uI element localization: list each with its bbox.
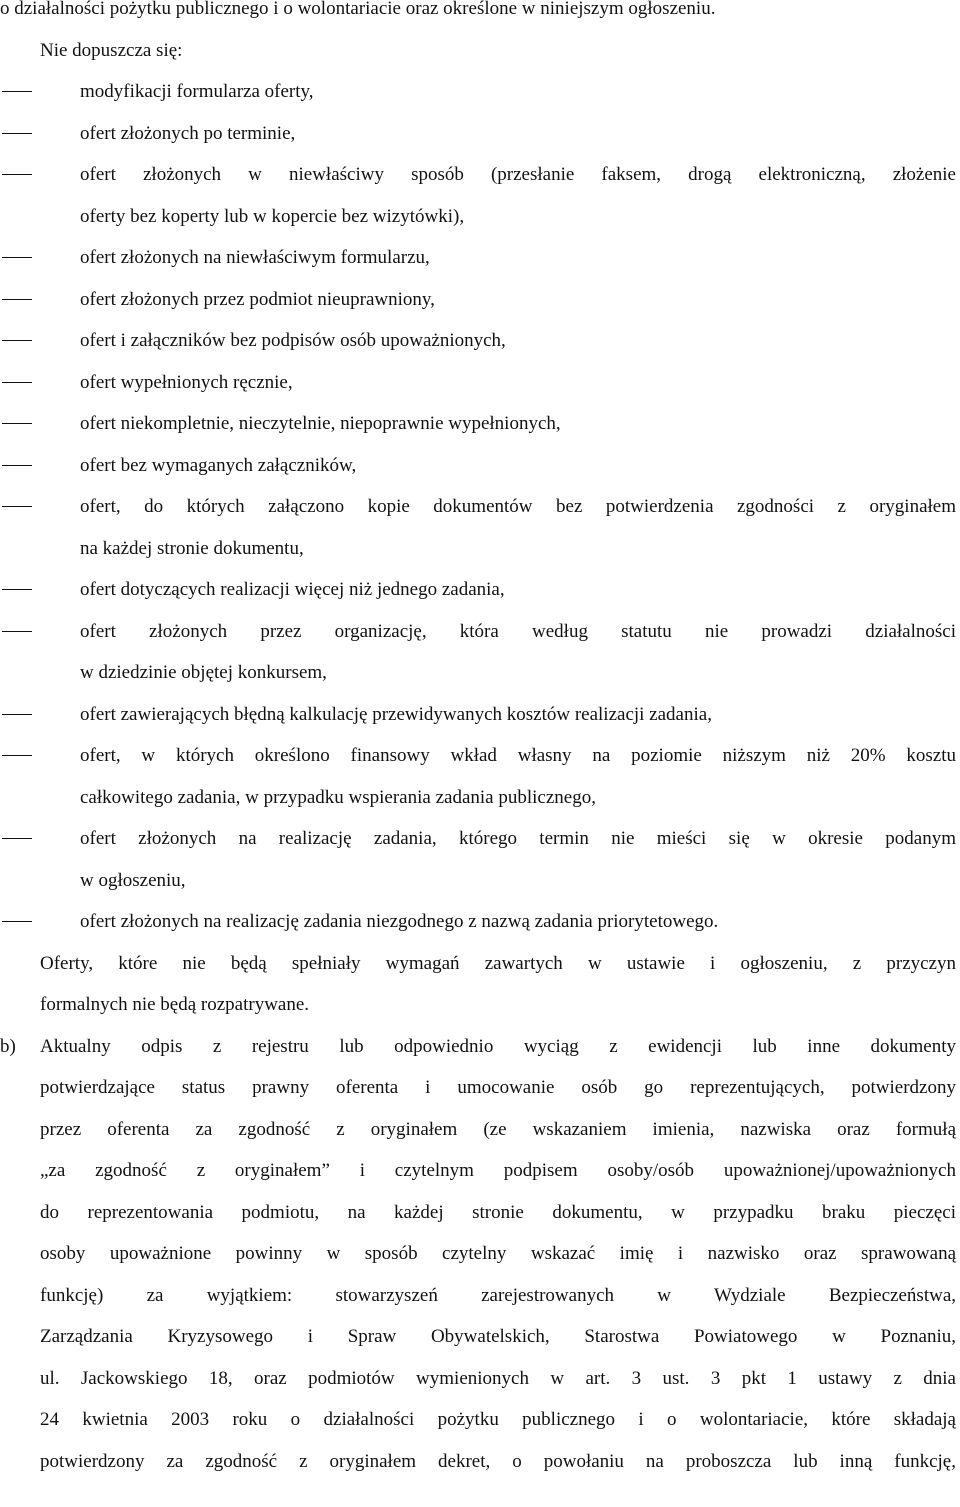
formal-note-line: Oferty, które nie będą spełniały wymagań zawartych w ustawie i ogłoszeniu, z przyczyn [40, 952, 956, 974]
dash-bullet-icon [2, 174, 32, 175]
list-item-text: ofert złożonych przez organizację, która według statutu nie prowadzi działalności [80, 620, 956, 642]
list-item-text: na każdej stronie dokumentu, [80, 537, 304, 559]
list-item [0, 486, 960, 569]
list-item [0, 445, 960, 487]
list-item [0, 611, 960, 694]
dash-bullet-icon [2, 921, 32, 922]
point-b-line: do reprezentowania podmiotu, na każdej stronie dokumentu, w przypadku braku pieczęci [40, 1201, 956, 1223]
not-allowed-heading: Nie dopuszcza się: [40, 39, 183, 61]
list-item [0, 237, 960, 279]
dash-bullet-icon [2, 506, 32, 507]
list-item-text: ofert, do których załączono kopie dokumentów bez potwierdzenia zgodności z oryginałem [80, 496, 956, 517]
dash-bullet-icon [2, 91, 32, 92]
list-item-text: ofert złożonych na realizację zadania, którego termin nie mieści się w okresie podanym [80, 828, 956, 849]
dash-bullet-icon [2, 133, 32, 134]
list-item-text: ofert złożonych przez podmiot nieuprawniony, [80, 288, 435, 310]
list-item-text: ofert złożonych w niewłaściwy sposób (przesłanie faksem, drogą elektroniczną, złożenie [80, 164, 956, 185]
list-item-text: ofert niekompletnie, nieczytelnie, niepoprawnie wypełnionych, [80, 413, 561, 434]
list-item [0, 71, 960, 113]
point-b [0, 1026, 960, 1483]
dash-bullet-icon [2, 382, 32, 383]
exclusion-list [0, 71, 960, 943]
list-item [0, 279, 960, 321]
list-item [0, 403, 960, 445]
list-item-text: całkowitego zadania, w przypadku wspierania zadania publicznego, [80, 786, 596, 808]
continuation-line: o działalności pożytku publicznego i o wolontariacie oraz określone w niniejszym ogłoszeniu. [0, 0, 716, 19]
list-item-text: w ogłoszeniu, [80, 869, 186, 891]
dash-bullet-icon [2, 299, 32, 300]
list-item-text: ofert, w których określono finansowy wkład własny na poziomie niższym niż 20% kosztu [80, 745, 956, 766]
dash-bullet-icon [2, 755, 32, 756]
list-item-text: oferty bez koperty lub w kopercie bez wizytówki), [80, 205, 465, 227]
list-item-text: ofert złożonych na realizację zadania niezgodnego z nazwą zadania priorytetowego. [80, 911, 719, 932]
list-item-text: modyfikacji formularza oferty, [80, 81, 314, 102]
list-item [0, 569, 960, 611]
dash-bullet-icon [2, 465, 32, 466]
point-b-label: b) [0, 1035, 16, 1057]
point-b-line: Zarządzania Kryzysowego i Spraw Obywatelskich, Starostwa Powiatowego w Poznaniu, [40, 1326, 956, 1347]
dash-bullet-icon [2, 423, 32, 424]
list-item [0, 154, 960, 237]
point-b-body [40, 1026, 956, 1483]
formal-note [0, 943, 960, 1026]
list-item-text: ofert dotyczących realizacji więcej niż jednego zadania, [80, 579, 505, 600]
point-b-line: funkcję) za wyjątkiem: stowarzyszeń zarejestrowanych w Wydziale Bezpieczeństwa, [40, 1284, 956, 1306]
dash-bullet-icon [2, 631, 32, 632]
list-item [0, 818, 960, 901]
dash-bullet-icon [2, 714, 32, 715]
point-b-line: Aktualny odpis z rejestru lub odpowiednio wyciąg z ewidencji lub inne dokumenty [40, 1035, 956, 1057]
list-item [0, 735, 960, 818]
point-b-line: ul. Jackowskiego 18, oraz podmiotów wymienionych w art. 3 ust. 3 pkt 1 ustawy z dnia [40, 1367, 956, 1389]
list-item-text: ofert wypełnionych ręcznie, [80, 371, 293, 393]
dash-bullet-icon [2, 838, 32, 839]
list-item-text: ofert bez wymaganych załączników, [80, 454, 357, 476]
list-item [0, 694, 960, 736]
dash-bullet-icon [2, 589, 32, 590]
list-item-text: w dziedzinie objętej konkursem, [80, 662, 327, 683]
point-b-line: „za zgodność z oryginałem” i czytelnym podpisem osoby/osób upoważnionej/upoważnionych [40, 1160, 956, 1181]
point-b-line: potwierdzające status prawny oferenta i umocowanie osób go reprezentujących, potwierdzony [40, 1077, 956, 1098]
point-b-line: 24 kwietnia 2003 roku o działalności pożytku publicznego i o wolontariacie, które składają [40, 1409, 956, 1430]
list-item-text: ofert i załączników bez podpisów osób upoważnionych, [80, 330, 506, 351]
list-item [0, 362, 960, 404]
list-item [0, 113, 960, 155]
dash-bullet-icon [2, 257, 32, 258]
list-item [0, 320, 960, 362]
list-item-text: ofert zawierających błędną kalkulację przewidywanych kosztów realizacji zadania, [80, 703, 712, 725]
point-b-line: przez oferenta za zgodność z oryginałem (ze wskazaniem imienia, nazwiska oraz formułą [40, 1118, 956, 1140]
list-item-text: ofert złożonych po terminie, [80, 122, 296, 144]
list-item-text: ofert złożonych na niewłaściwym formularzu, [80, 247, 430, 268]
dash-bullet-icon [2, 340, 32, 341]
formal-note-line: formalnych nie będą rozpatrywane. [40, 994, 310, 1015]
list-item [0, 901, 960, 943]
point-b-line: potwierdzony za zgodność z oryginałem dekret, o powołaniu na proboszcza lub inną funkcję, [40, 1450, 956, 1472]
point-b-line: osoby upoważnione powinny w sposób czytelny wskazać imię i nazwisko oraz sprawowaną [40, 1243, 956, 1264]
